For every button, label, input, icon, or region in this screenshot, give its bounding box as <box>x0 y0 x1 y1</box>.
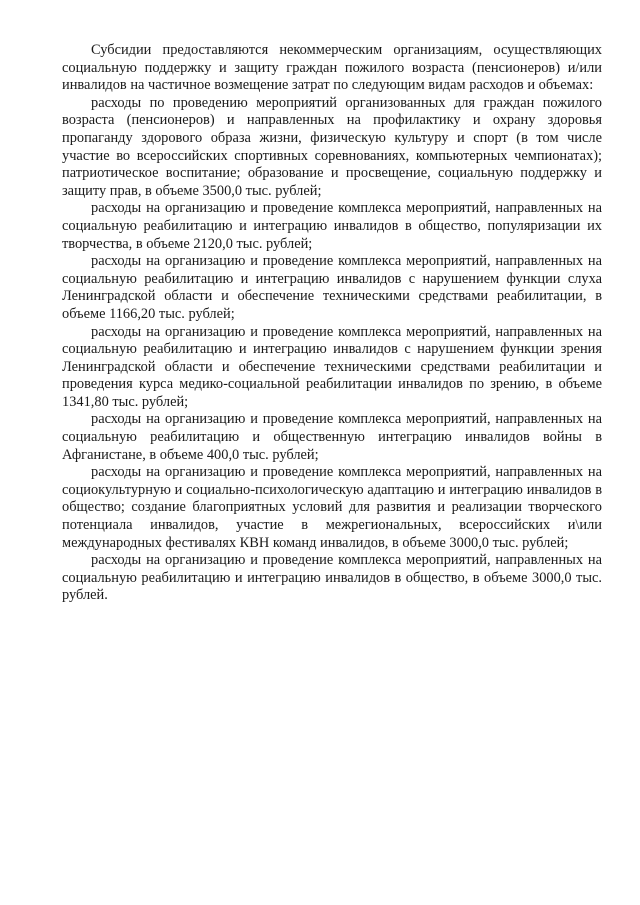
expense-item-disabled-integration: расходы на организацию и проведение комплекса мероприятий, направленных на социальную реабилитацию и интеграцию инвалидов в общество, популяризации их творчества, в объеме 2120,0 тыс. рублей; <box>62 200 602 252</box>
document-page <box>62 42 602 605</box>
expense-item-elderly: расходы по проведению мероприятий организованных для граждан пожилого возраста (пенсионеров) и направленных на профилактику и охрану здоровья пропаганду здорового образа жизни, физическую культуру и спорт (в том числе участие во всероссийских спортивных соревнованиях, компьютерных чемпионатах); патриотическое воспитание; образование и просвещение, социальную поддержку и защиту прав, в объеме 3500,0 тыс. рублей; <box>62 94 602 199</box>
expense-item-hearing: расходы на организацию и проведение комплекса мероприятий, направленных на социальную реабилитацию и интеграцию инвалидов с нарушением функции слуха Ленинградской области и обеспечение техническими средствами реабилитации, в объеме 1166,20 тыс. рублей; <box>62 253 602 322</box>
expense-item-kvn-festivals: расходы на организацию и проведение комплекса мероприятий, направленных на социокультурную и социально-психологическую адаптацию и интеграцию инвалидов в общество; создание благоприятных условий для развития и реализации творческого потенциала инвалидов, участие в межрегиональных, всероссийских и\или международных фестивалях КВН команд инвалидов, в объеме 3000,0 тыс. рублей; <box>62 464 602 551</box>
expense-item-afghan-veterans: расходы на организацию и проведение комплекса мероприятий, направленных на социальную реабилитацию и общественную интеграцию инвалидов войны в Афганистане, в объеме 400,0 тыс. рублей; <box>62 411 602 463</box>
expense-item-vision: расходы на организацию и проведение комплекса мероприятий, направленных на социальную реабилитацию и интеграцию инвалидов с нарушением функции зрения Ленинградской области и обеспечение техническими средствами реабилитации и проведения курса медико-социальной реабилитации инвалидов по зрению, в объеме 1341,80 тыс. рублей; <box>62 323 602 410</box>
expense-item-final: расходы на организацию и проведение комплекса мероприятий, направленных на социальную реабилитацию и интеграцию инвалидов в общество, в объеме 3000,0 тыс. рублей. <box>62 552 602 604</box>
intro-paragraph: Субсидии предоставляются некоммерческим организациям, осуществляющих социальную поддержку и защиту граждан пожилого возраста (пенсионеров) и/или инвалидов на частичное возмещение затрат по следующим видам расходов и объемах: <box>62 42 602 94</box>
